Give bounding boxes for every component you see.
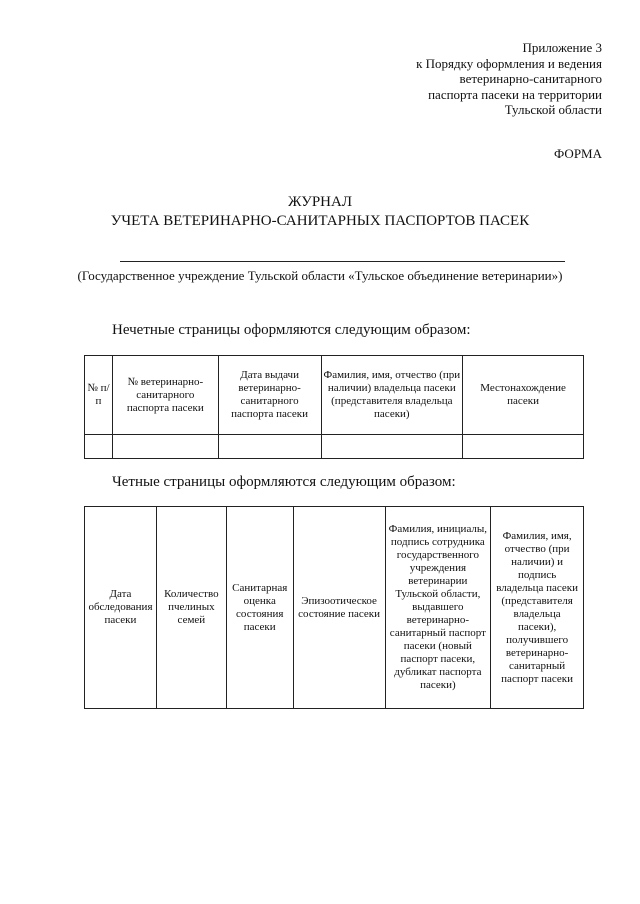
table-cell (112, 435, 218, 459)
annex-line: паспорта пасеки на территории (428, 86, 602, 102)
column-header: Санитарная оценка состояния пасеки (226, 507, 293, 709)
title-line-1: ЖУРНАЛ (287, 194, 353, 210)
title-line-2: УЧЕТА ВЕТЕРИНАРНО-САНИТАРНЫХ ПАСПОРТОВ ПАСЕК (110, 213, 530, 229)
column-header: Местонахождение пасеки (463, 356, 584, 435)
even-pages-heading: Четные страницы оформляются следующим образом: (112, 474, 456, 490)
column-header: № п/п (85, 356, 113, 435)
table-cell (85, 435, 113, 459)
table-cell (321, 435, 463, 459)
even-pages-table (84, 506, 584, 709)
column-header: Фамилия, инициалы, подпись сотрудника государственного учреждения ветеринарии Тульской области, выдавшего ветеринарно-санитарный паспорт пасеки (новый паспорт пасеки, дубликат паспорта пасеки) (385, 507, 491, 709)
column-header: Дата обследования пасеки (85, 507, 157, 709)
table-cell (218, 435, 321, 459)
odd-pages-heading: Нечетные страницы оформляются следующим образом: (112, 322, 471, 338)
annex-line: ветеринарно-санитарного (459, 71, 602, 86)
organization-fill-line (120, 261, 565, 262)
annex-line: Приложение 3 (522, 40, 602, 55)
column-header: Фамилия, имя, отчество (при наличии) и подпись владельца пасеки (представителя владельца пасеки), получившего ветеринарно-санитарный паспорт пасеки (491, 507, 584, 709)
column-header: № ветеринарно-санитарного паспорта пасеки (112, 356, 218, 435)
table-cell (463, 435, 584, 459)
column-header: Фамилия, имя, отчество (при наличии) владельца пасеки (представителя владельца пасеки) (321, 356, 463, 435)
table-header-row (85, 356, 584, 435)
column-header: Эпизоотическое состояние пасеки (293, 507, 385, 709)
annex-line: Тульской области (504, 102, 602, 117)
organization-caption: (Государственное учреждение Тульской области «Тульское объединение ветеринарии») (77, 268, 563, 283)
column-header: Дата выдачи ветеринарно-санитарного паспорта пасеки (218, 356, 321, 435)
form-label: ФОРМА (554, 146, 602, 161)
column-header: Количество пчелиных семей (156, 507, 226, 709)
annex-line: к Порядку оформления и ведения (416, 55, 602, 71)
annex-note (342, 40, 602, 118)
table-row (85, 435, 584, 459)
table-header-row (85, 507, 584, 709)
odd-pages-table (84, 355, 584, 459)
document-title (0, 193, 640, 231)
